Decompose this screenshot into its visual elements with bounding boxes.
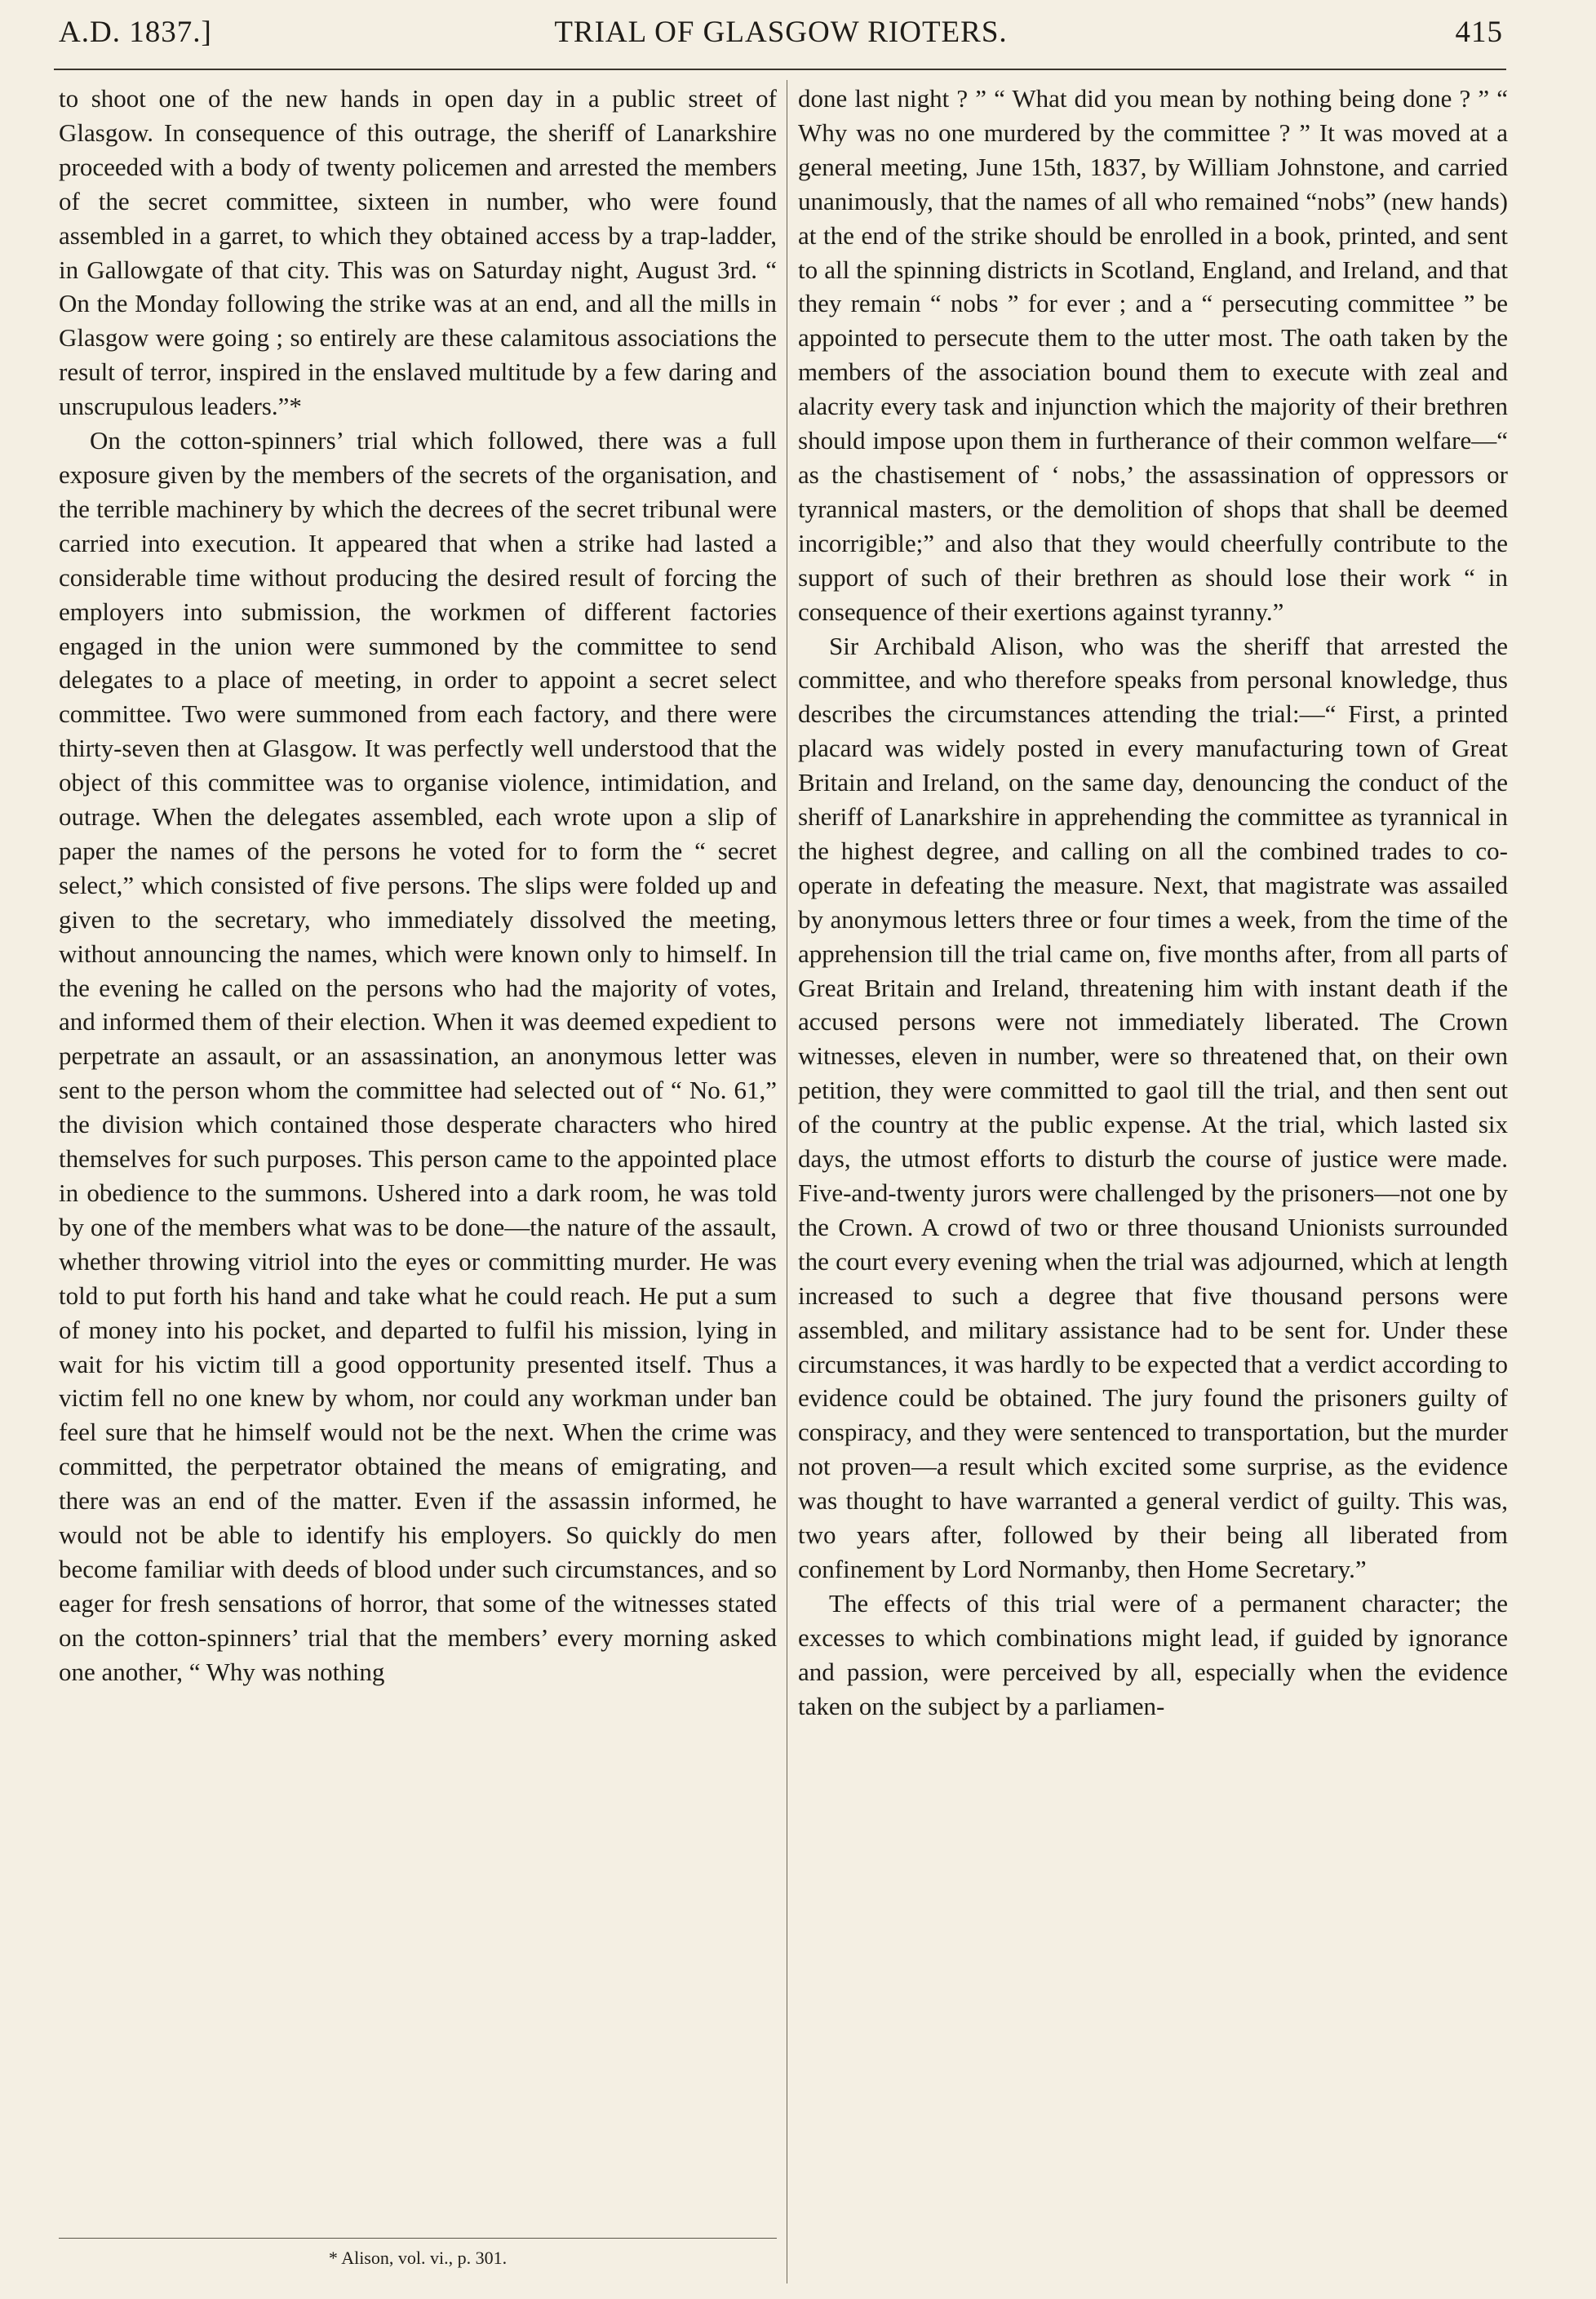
left-column: [59, 82, 777, 1689]
paragraph: to shoot one of the new hands in open day in a public street of Glasgow. In consequence of this outrage, the sheriff of Lanarkshire proceeded with a body of twenty policemen and arrested the members of the secret committee, sixteen in number, who were found assembled in a garret, to which they obtained access by a trap-ladder, in Gallowgate of that city. This was on Saturday night, August 3rd. “ On the Monday following the strike was at an end, and all the mills in Glasgow were going ; so entirely are these calamitous associations the result of terror, inspired in the enslaved multitude by a few daring and unscrupulous leaders.”*: [59, 84, 777, 421]
header-title: TRIAL OF GLASGOW RIOTERS.: [554, 16, 1008, 49]
running-header: [59, 15, 1503, 64]
paragraph: On the cotton-spinners’ trial which followed, there was a full exposure given by the members of the secrets of the organisation, and the terrible machinery by which the decrees of the secret tribunal were carried into execution. It appeared that when a strike had lasted a considerable time without producing the desired result of forcing the employers into submission, the workmen of different factories engaged in the union were summoned by the committee to send delegates to a place of meeting, in order to appoint a secret select committee. Two were summoned from each factory, and there were thirty-seven then at Glasgow. It was perfectly well understood that the object of this committee was to organise violence, intimidation, and outrage. When the delegates assembled, each wrote upon a slip of paper the names of the persons he voted for to form the “ secret select,” which consisted of five persons. The slips were folded up and given to the secretary, who immediately dissolved the meeting, without announcing the names, which were known only to himself. In the evening he called on the persons who had the majority of votes, and informed them of their election. When it was deemed expedient to perpetrate an assault, or an assassination, an anonymous letter was sent to the person whom the committee had selected out of “ No. 61,” the division which contained those desperate characters who hired themselves for such purposes. This person came to the appointed place in obedience to the summons. Ushered into a dark room, he was told by one of the members what was to be done—the nature of the assault, whether throwing vitriol into the eyes or committing murder. He was told to put forth his hand and take what he could reach. He put a sum of money into his pocket, and departed to fulfil his mission, lying in wait for his victim till a good opportunity presented itself. Thus a victim fell no one knew by whom, nor could any workman under ban feel sure that he himself would not be the next. When the crime was committed, the perpetrator obtained the means of emigrating, and there was an end of the matter. Even if the assassin informed, he would not be able to identify his employers. So quickly do men become familiar with deeds of blood under such circumstances, and so eager for fresh sensations of horror, that some of the witnesses stated on the cotton-spinners’ trial that the members’ every morning asked one another, “ Why was nothing: [59, 426, 777, 1686]
header-rule: [54, 69, 1506, 70]
page-number: 415: [1455, 16, 1503, 49]
right-column: [798, 82, 1508, 1724]
header-date: A.D. 1837.]: [59, 16, 212, 49]
paragraph: Sir Archibald Alison, who was the sheriff that arrested the committee, and who therefore speaks from personal knowledge, thus describes the circumstances attending the trial:—“ First, a printed placard was widely posted in every manufacturing town of Great Britain and Ireland, on the same day, denouncing the conduct of the sheriff of Lanarkshire in apprehending the committee as tyrannical in the highest degree, and calling on all the combined trades to co-operate in defeating the measure. Next, that magistrate was assailed by anonymous letters three or four times a week, from the time of the apprehension till the trial came on, five months after, from all parts of Great Britain and Ireland, threatening him with instant death if the accused persons were not immediately liberated. The Crown witnesses, eleven in number, were so threatened that, on their own petition, they were committed to gaol till the trial, and then sent out of the country at the public expense. At the trial, which lasted six days, the utmost efforts to disturb the course of justice were made. Five-and-twenty jurors were challenged by the prisoners—not one by the Crown. A crowd of two or three thousand Unionists surrounded the court every evening when the trial was adjourned, which at length increased to such a degree that five thousand persons were assembled, and military assistance had to be sent for. Under these circumstances, it was hardly to be expected that a verdict according to evidence could be obtained. The jury found the prisoners guilty of conspiracy, and they were sentenced to transportation, but the murder not proven—a result which excited some surprise, as the evidence was thought to have warranted a general verdict of guilty. This was, two years after, followed by their being all liberated from confinement by Lord Normanby, then Home Secretary.”: [798, 631, 1508, 1583]
paragraph: The effects of this trial were of a permanent character; the excesses to which combinations might lead, if guided by ignorance and passion, were perceived by all, especially when the evidence taken on the subject by a parliamen-: [798, 1588, 1508, 1720]
footnote-rule: [59, 2238, 777, 2239]
paragraph: done last night ? ” “ What did you mean by nothing being done ? ” “ Why was no one murdered by the committee ? ” It was moved at a general meeting, June 15th, 1837, by William Johnstone, and carried unanimously, that the names of all who remained “nobs” (new hands) at the end of the strike should be enrolled in a book, printed, and sent to all the spinning districts in Scotland, England, and Ireland, and that they remain “ nobs ” for ever ; and a “ persecuting committee ” be appointed to persecute them to the utter most. The oath taken by the members of the association bound them to execute with zeal and alacrity every task and injunction which the majority of their brethren should impose upon them in furtherance of their common welfare—“ as the chastisement of ‘ nobs,’ the assassination of oppressors or tyrannical masters, or the demolition of shops that shall be deemed incorrigible;” and also that they would cheerfully contribute to the support of such of their brethren as should lose their work “ in consequence of their exertions against tyranny.”: [798, 84, 1508, 626]
footnote: * Alison, vol. vi., p. 301.: [328, 2248, 508, 2268]
